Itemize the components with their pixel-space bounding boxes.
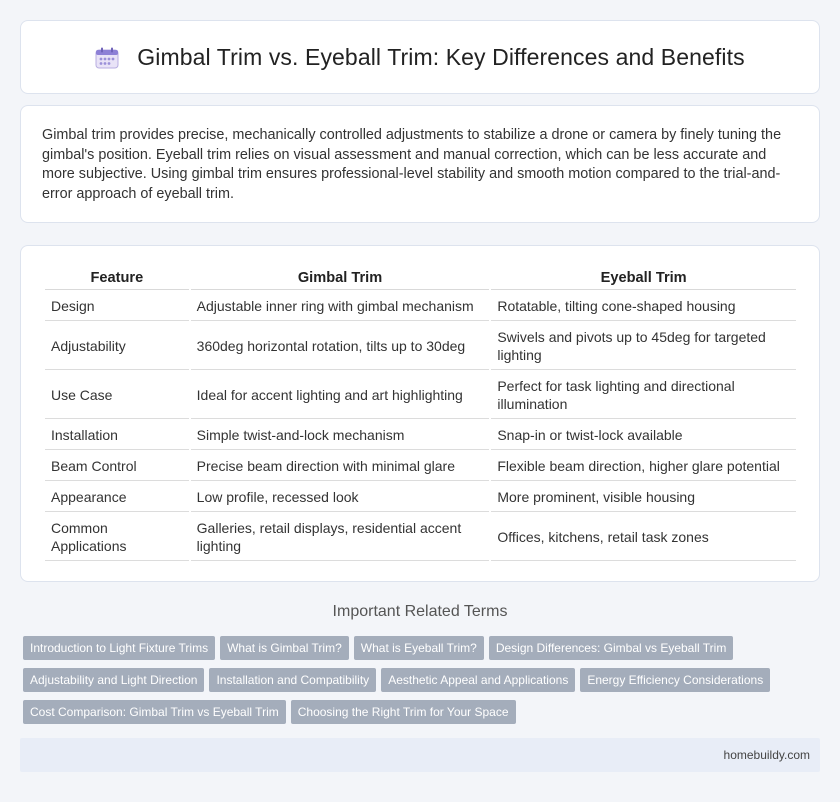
table-cell: Use Case xyxy=(45,372,189,419)
calendar-icon xyxy=(95,47,119,69)
table-cell: Beam Control xyxy=(45,452,189,481)
intro-card xyxy=(20,105,820,223)
intro-text: Gimbal trim provides precise, mechanically controlled adjustments to stabilize a drone or camera by finely tuning the gimbal's position. Eyeball trim relies on visual assessment and manual correction, which can be less accurate and more subjective. Using gimbal trim ensures professional-level stability and smooth motion compared to the trial-and-error approach of eyeball trim. xyxy=(42,127,782,202)
table-cell: Adjustable inner ring with gimbal mechanism xyxy=(191,292,490,321)
table-cell: Flexible beam direction, higher glare potential xyxy=(491,452,796,481)
table-cell: Perfect for task lighting and directional illumination xyxy=(491,372,796,419)
table-row xyxy=(45,323,796,370)
table-cell: Simple twist-and-lock mechanism xyxy=(191,421,490,450)
related-tag[interactable]: Installation and Compatibility xyxy=(209,668,376,692)
table-header-row xyxy=(45,266,796,290)
table-cell: Ideal for accent lighting and art highlighting xyxy=(191,372,490,419)
comparison-table xyxy=(43,264,798,563)
footer xyxy=(20,738,820,772)
table-cell: More prominent, visible housing xyxy=(491,483,796,512)
header-eyeball-trim: Eyeball Trim xyxy=(491,266,796,290)
table-cell: Installation xyxy=(45,421,189,450)
related-tag[interactable]: Cost Comparison: Gimbal Trim vs Eyeball Trim xyxy=(23,700,286,724)
table-cell: Low profile, recessed look xyxy=(191,483,490,512)
table-cell: Design xyxy=(45,292,189,321)
table-row xyxy=(45,421,796,450)
footer-site-link[interactable]: homebuildy.com xyxy=(723,748,810,762)
related-tag[interactable]: What is Eyeball Trim? xyxy=(354,636,484,660)
table-cell: Appearance xyxy=(45,483,189,512)
related-tag[interactable]: Choosing the Right Trim for Your Space xyxy=(291,700,516,724)
table-cell: Adjustability xyxy=(45,323,189,370)
comparison-table-card xyxy=(20,245,820,582)
table-row xyxy=(45,452,796,481)
header-feature: Feature xyxy=(45,266,189,290)
related-tag[interactable]: Energy Efficiency Considerations xyxy=(580,668,770,692)
table-cell: Rotatable, tilting cone-shaped housing xyxy=(491,292,796,321)
table-cell: Common Applications xyxy=(45,514,189,561)
table-cell: Swivels and pivots up to 45deg for targeted lighting xyxy=(491,323,796,370)
table-cell: Galleries, retail displays, residential accent lighting xyxy=(191,514,490,561)
related-tag[interactable]: What is Gimbal Trim? xyxy=(220,636,349,660)
related-tag[interactable]: Design Differences: Gimbal vs Eyeball Trim xyxy=(489,636,734,660)
table-cell: Offices, kitchens, retail task zones xyxy=(491,514,796,561)
related-terms-tags xyxy=(23,636,823,732)
table-cell: Precise beam direction with minimal glare xyxy=(191,452,490,481)
related-tag[interactable]: Adjustability and Light Direction xyxy=(23,668,204,692)
title-card xyxy=(20,20,820,94)
table-row xyxy=(45,292,796,321)
related-terms-title: Important Related Terms xyxy=(332,603,508,620)
table-row xyxy=(45,514,796,561)
table-row xyxy=(45,483,796,512)
related-tag[interactable]: Introduction to Light Fixture Trims xyxy=(23,636,215,660)
table-cell: 360deg horizontal rotation, tilts up to 30deg xyxy=(191,323,490,370)
related-tag[interactable]: Aesthetic Appeal and Applications xyxy=(381,668,575,692)
header-gimbal-trim: Gimbal Trim xyxy=(191,266,490,290)
table-cell: Snap-in or twist-lock available xyxy=(491,421,796,450)
page-title: Gimbal Trim vs. Eyeball Trim: Key Differences and Benefits xyxy=(137,43,745,70)
table-row xyxy=(45,372,796,419)
